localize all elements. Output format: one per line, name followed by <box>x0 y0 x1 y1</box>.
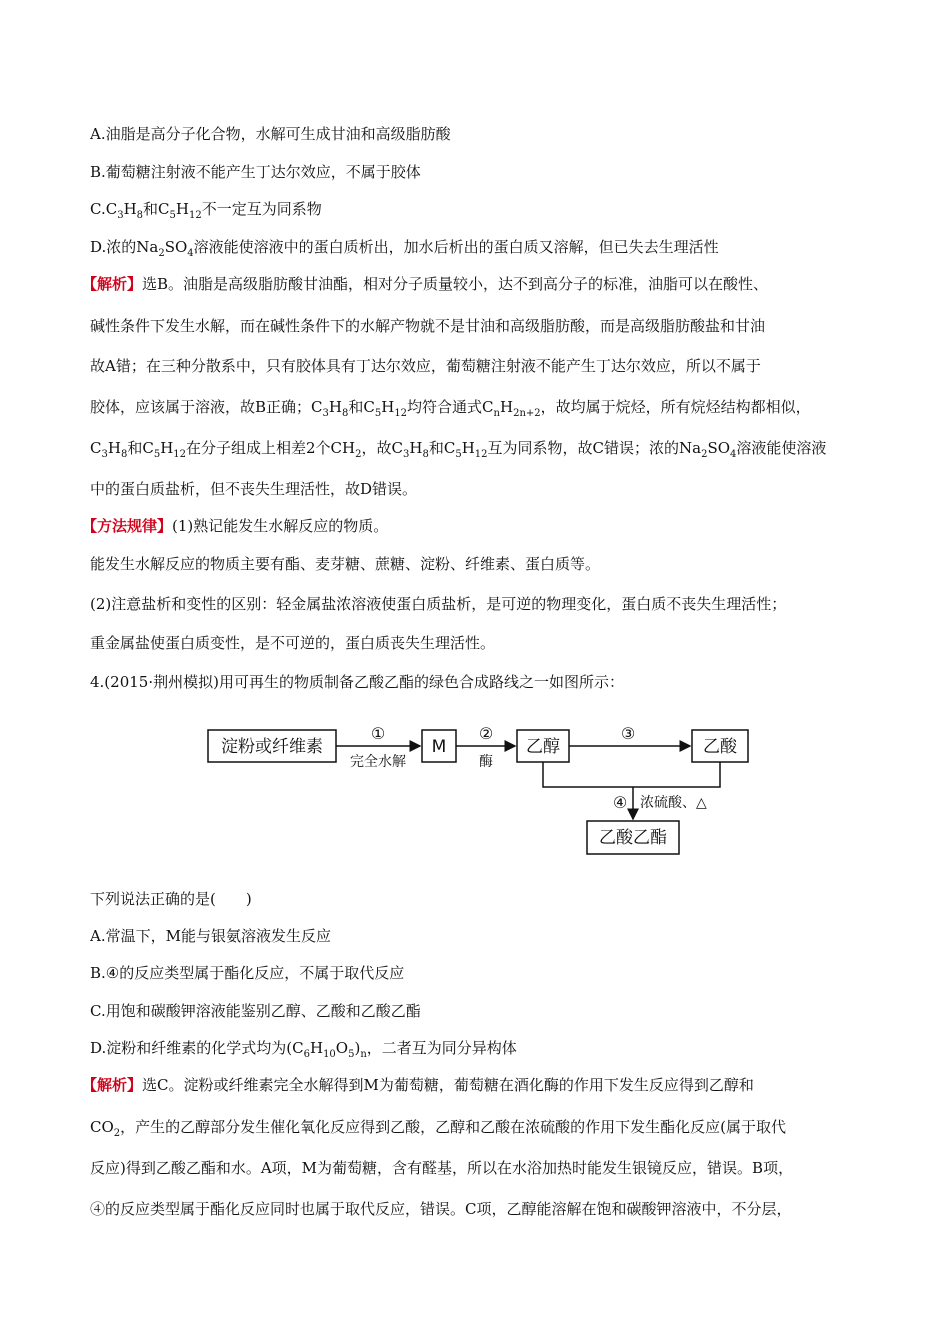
step-3-label: ③ <box>620 724 636 743</box>
q4-option-a: A.常温下，M能与银氨溶液发生反应 <box>90 927 331 945</box>
q4-prompt: 下列说法正确的是( ) <box>90 890 252 908</box>
box-m-label: M <box>431 737 447 757</box>
q4-analysis-line-2: $CO_2$，产生的乙醇部分发生催化氧化反应得到乙酸，乙醇和乙酸在浓硫酸的作用下发生酯化反应(属于取代 <box>90 1118 787 1137</box>
method-rule-line-1: 【方法规律】(1)熟记能发生水解反应的物质。 <box>82 517 389 535</box>
q3-option-d: D.浓的$Na_2SO_4$溶液能使溶液中的蛋白质析出，加水后析出的蛋白质又溶解，但已失去生理活性 <box>90 238 719 257</box>
box-ethyl-acetate-label: 乙酸乙酯 <box>599 828 667 848</box>
q3-option-b: B.葡萄糖注射液不能产生丁达尔效应，不属于胶体 <box>90 163 421 181</box>
q3-analysis-line-6: 中的蛋白质盐析，但不丧失生理活性，故D错误。 <box>90 480 418 498</box>
step-4-label: ④ <box>612 793 628 812</box>
q3-option-c: $C.C_3H_8$和$C_5H_{12}$不一定互为同系物 <box>90 200 322 219</box>
step-2-label: ② <box>478 724 494 743</box>
q3-analysis-line-5: $C_3H_8$和$C_5H_{12}$在分子组成上相差2个$CH_2$，故$C_3H_8$和$C_5H_{12}$互为同系物，故C错误；浓的$Na_2SO_4$溶液能使溶液 <box>90 439 827 458</box>
q4-stem: 4.(2015·荆州模拟)用可再生的物质制备乙酸乙酯的绿色合成路线之一如图所示： <box>90 673 624 691</box>
box-acetic-acid-label: 乙酸 <box>703 737 737 757</box>
q4-option-c: C.用饱和碳酸钾溶液能鉴别乙醇、乙酸和乙酸乙酯 <box>90 1002 421 1020</box>
method-tag: 【方法规律】 <box>82 517 173 535</box>
analysis-tag: 【解析】 <box>82 275 143 293</box>
q3-analysis-line-3: 故A错；在三种分散系中，只有胶体具有丁达尔效应，葡萄糖注射液不能产生丁达尔效应，所以不属于 <box>90 357 761 375</box>
method-rule-line-3: (2)注意盐析和变性的区别：轻金属盐浓溶液使蛋白质盐析，是可逆的物理变化，蛋白质不丧失生理活性； <box>90 595 787 613</box>
box-starch-cellulose-label: 淀粉或纤维素 <box>221 737 323 757</box>
synthesis-route-diagram <box>200 716 780 861</box>
q4-option-d: D.淀粉和纤维素的化学式均为$(C_6H_{10}O_5)_n$，二者互为同分异构体 <box>90 1039 517 1058</box>
q3-analysis-line-4: 胶体，应该属于溶液，故B正确；$C_3H_8$和$C_5H_{12}$均符合通式$C_nH_{2n+2}$，故均属于烷烃，所有烷烃结构都相似， <box>90 398 811 417</box>
connector-ethanol-acid <box>543 762 720 787</box>
method-rule-line-2: 能发生水解反应的物质主要有酯、麦芽糖、蔗糖、淀粉、纤维素、蛋白质等。 <box>90 555 601 573</box>
q4-analysis-line-4: ④的反应类型属于酯化反应同时也属于取代反应，错误。C项，乙醇能溶解在饱和碳酸钾溶液中，不分层， <box>90 1200 792 1218</box>
q4-analysis-line-3: 反应)得到乙酸乙酯和水。A项，M为葡萄糖，含有醛基，所以在水浴加热时能发生银镜反应，错误。B项， <box>90 1159 794 1177</box>
q4-option-b: B.④的反应类型属于酯化反应，不属于取代反应 <box>90 964 405 982</box>
step-4-condition: 浓硫酸、△ <box>640 795 707 811</box>
box-ethanol-label: 乙醇 <box>526 737 560 757</box>
q3-option-a: A.油脂是高分子化合物，水解可生成甘油和高级脂肪酸 <box>90 125 451 143</box>
step-1-condition: 完全水解 <box>350 754 406 770</box>
step-1-label: ① <box>370 724 386 743</box>
step-2-condition: 酶 <box>479 754 493 770</box>
q3-analysis-line-1: 【解析】选B。油脂是高级脂肪酸甘油酯，相对分子质量较小，达不到高分子的标准，油脂可以在酸性、 <box>82 275 769 293</box>
method-rule-line-4: 重金属盐使蛋白质变性，是不可逆的，蛋白质丧失生理活性。 <box>90 634 496 652</box>
analysis-tag: 【解析】 <box>82 1076 143 1094</box>
q3-analysis-line-2: 碱性条件下发生水解，而在碱性条件下的水解产物就不是甘油和高级脂肪酸，而是高级脂肪酸盐和甘油 <box>90 317 766 335</box>
q4-analysis-line-1: 【解析】选C。淀粉或纤维素完全水解得到M为葡萄糖，葡萄糖在酒化酶的作用下发生反应得到乙醇和 <box>82 1076 754 1094</box>
